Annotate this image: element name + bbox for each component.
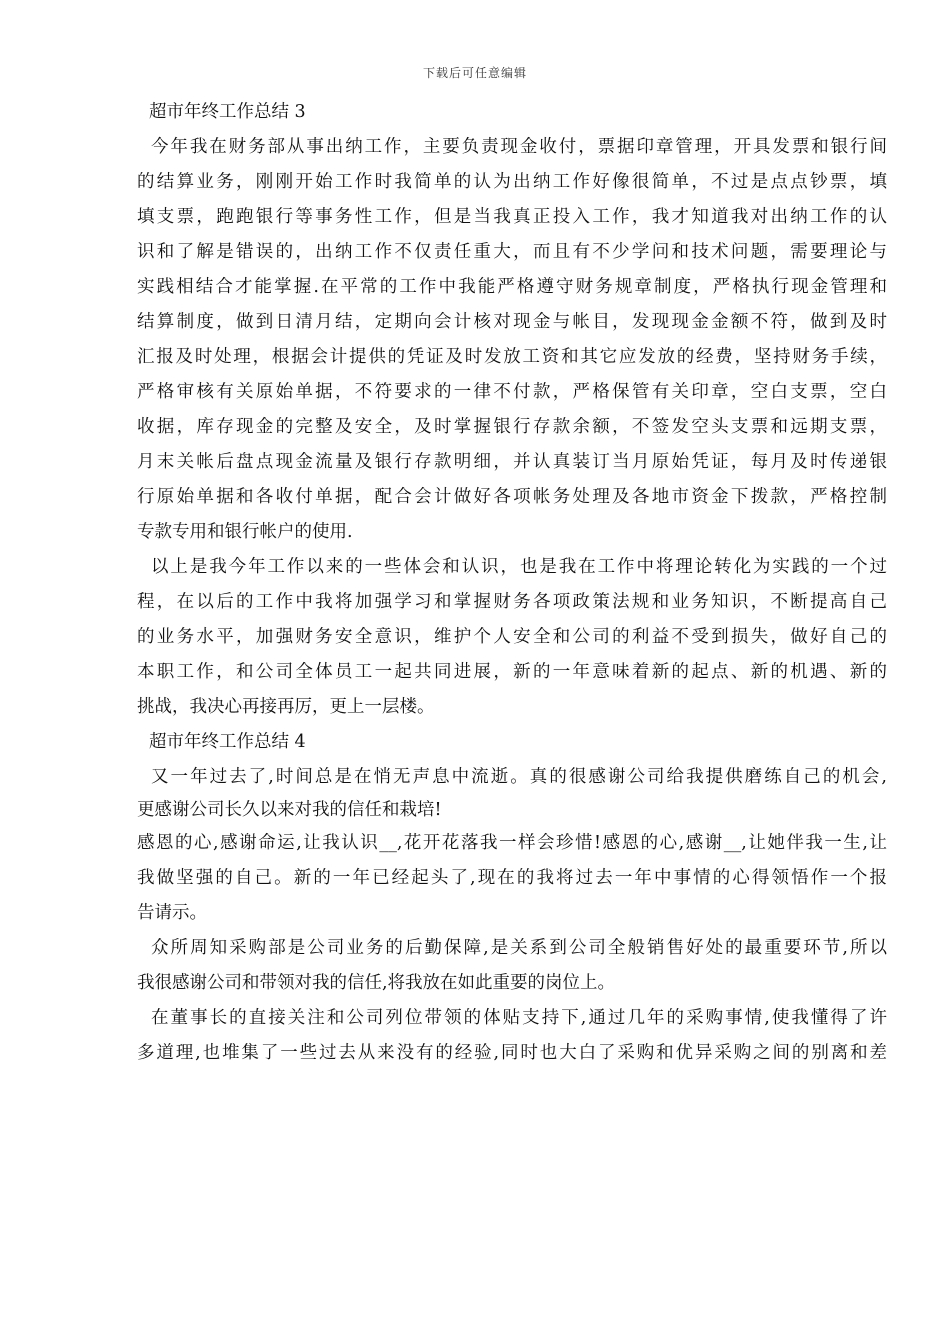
text-line: 挑战，我决心再接再厉，更上一层楼。 [137,697,435,717]
text-line: 识和了解是错误的，出纳工作不仅责任重大，而且有不少学问和技术问题，需要理论与 [137,242,887,262]
text-line: 的业务水平，加强财务安全意识，维护个人安全和公司的利益不受到损失，做好自己的 [137,627,887,647]
text-line: 程，在以后的工作中我将加强学习和掌握财务各项政策法规和业务知识，不断提高自己 [137,592,887,612]
text-line: 的结算业务，刚刚开始工作时我简单的认为出纳工作好像很简单，不过是点点钞票，填 [137,172,887,192]
paragraph [137,130,887,550]
section-title: 超市年终工作总结 3 [149,102,306,122]
text-line: 填支票，跑跑银行等事务性工作，但是当我真正投入工作，我才知道我对出纳工作的认 [137,207,887,227]
paragraph [137,550,887,725]
text-line: 又一年过去了,时间总是在悄无声息中流逝。真的很感谢公司给我提供磨练自己的机会, [151,767,887,787]
text-line: 告请示。 [137,903,207,923]
document-body [137,95,887,1071]
text-line: 收据，库存现金的完整及安全，及时掌握银行存款余额，不签发空头支票和远期支票， [137,417,887,437]
text-line: 更感谢公司长久以来对我的信任和栽培! [137,800,442,820]
text-line: 在董事长的直接关注和公司列位带领的体贴支持下,通过几年的采购事情,使我懂得了许 [151,1008,887,1028]
section-title: 超市年终工作总结 4 [149,732,306,752]
text-line: 月末关帐后盘点现金流量及银行存款明细，并认真装订当月原始凭证，每月及时传递银 [137,452,887,472]
text-line: 今年我在财务部从事出纳工作，主要负责现金收付，票据印章管理，开具发票和银行间 [151,137,887,157]
text-line: 严格审核有关原始单据，不符要求的一律不付款，严格保管有关印章，空白支票，空白 [137,382,887,402]
text-line: 我很感谢公司和带领对我的信任,将我放在如此重要的岗位上。 [137,973,616,993]
text-line: 汇报及时处理，根据会计提供的凭证及时发放工资和其它应发放的经费，坚持财务手续， [137,347,887,367]
text-line: 实践相结合才能掌握.在平常的工作中我能严格遵守财务规章制度，严格执行现金管理和 [137,277,887,297]
text-line: 我做坚强的自己。新的一年已经起头了,现在的我将过去一年中事情的心得领悟作一个报 [137,868,887,888]
text-line: 专款专用和银行帐户的使用. [137,522,353,542]
text-line: 行原始单据和各收付单据，配合会计做好各项帐务处理及各地市资金下拨款，严格控制 [137,487,887,507]
text-line: 结算制度，做到日清月结，定期向会计核对现金与帐目，发现现金金额不符，做到及时 [137,312,887,332]
text-line: 众所周知采购部是公司业务的后勤保障,是关系到公司全般销售好处的最重要环节,所以 [151,938,887,958]
paragraph [137,825,887,931]
paragraph [137,931,887,1001]
paragraph [137,1001,887,1071]
text-line: 本职工作，和公司全体员工一起共同进展，新的一年意味着新的起点、新的机遇、新的 [137,662,887,682]
text-line: 多道理,也堆集了一些过去从来没有的经验,同时也大白了采购和优异采购之间的别离和差 [137,1043,887,1063]
text-line: 感恩的心,感谢命运,让我认识__,花开花落我一样会珍惜!感恩的心,感谢__,让她伴我一生,让 [137,833,887,853]
text-line: 以上是我今年工作以来的一些体会和认识，也是我在工作中将理论转化为实践的一个过 [151,557,887,577]
page-header: 下载后可任意编辑 [422,66,527,80]
paragraph [137,760,887,825]
